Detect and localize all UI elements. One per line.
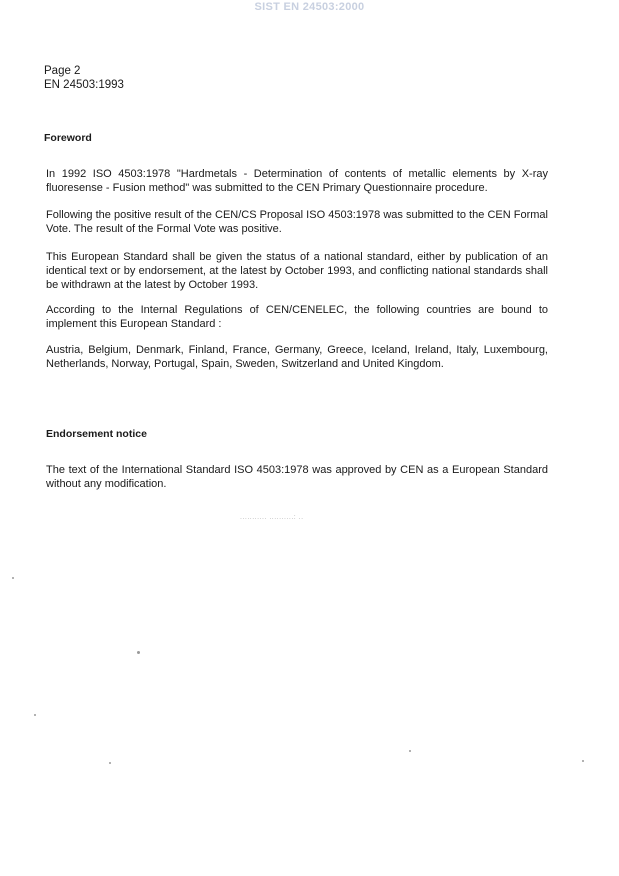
foreword-paragraph-2: Following the positive result of the CEN/CS Proposal ISO 4503:1978 was submitted to the CEN Formal Vote. The result of the Formal Vote was positive.: [46, 209, 548, 235]
scan-speck: [109, 762, 111, 764]
scan-speck: [137, 651, 140, 654]
foreword-heading: Foreword: [44, 132, 92, 144]
endorsement-heading: Endorsement notice: [46, 428, 147, 440]
scan-speck: [409, 750, 411, 752]
scan-speck: [582, 760, 584, 762]
foreword-paragraph-3: This European Standard shall be given the status of a national standard, either by publication of an identical text or by endorsement, at the latest by October 1993, and conflicting national standards shall be withdrawn at the latest by October 1993.: [46, 251, 548, 291]
scan-smudge: ........... ..........: ..: [240, 514, 304, 521]
document-id: EN 24503:1993: [44, 79, 124, 91]
endorsement-paragraph: The text of the International Standard ISO 4503:1978 was approved by CEN as a European Standard without any modification.: [46, 464, 548, 490]
scan-speck: [12, 577, 14, 579]
scan-speck: [34, 714, 36, 716]
foreword-paragraph-4: According to the Internal Regulations of CEN/CENELEC, the following countries are bound to implement this European Standard :: [46, 304, 548, 330]
page-header: [44, 64, 124, 92]
page-number: Page 2: [44, 65, 81, 77]
countries-list: Austria, Belgium, Denmark, Finland, France, Germany, Greece, Iceland, Ireland, Italy, Luxembourg, Netherlands, Norway, Portugal, Spain, Sweden, Switzerland and United Kingdom.: [46, 344, 548, 370]
foreword-paragraph-1: In 1992 ISO 4503:1978 "Hardmetals - Determination of contents of metallic elements by X-ray fluoresense - Fusion method" was submitted to the CEN Primary Questionnaire procedure.: [46, 168, 548, 194]
watermark: SIST EN 24503:2000: [254, 1, 365, 13]
